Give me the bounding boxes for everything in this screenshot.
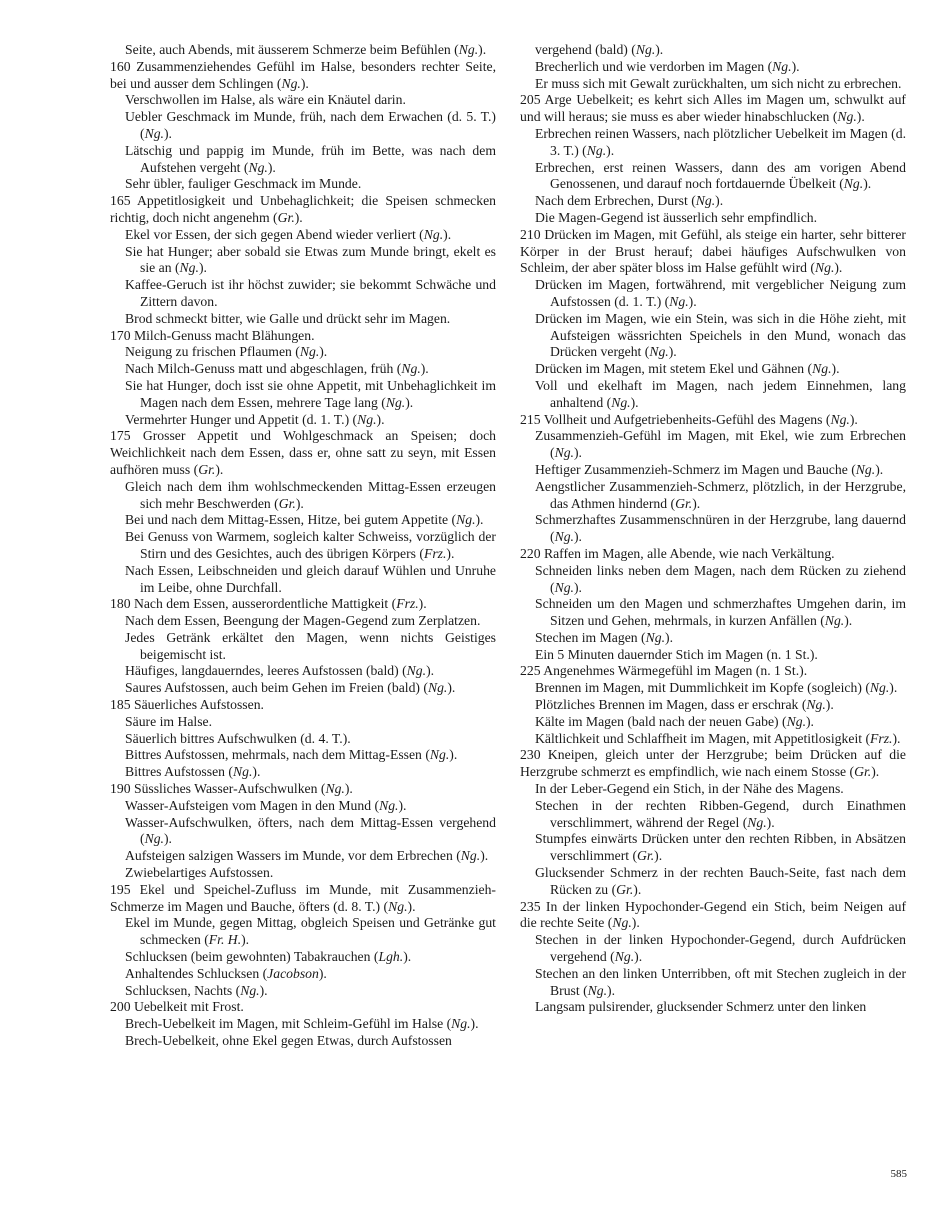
symptom-entry: Ekel im Munde, gegen Mittag, obgleich Speisen und Getränke gut schmecken (Fr. H.). [125,915,496,948]
symptom-entry: Brod schmeckt bitter, wie Galle und drückt sehr im Magen. [125,310,451,326]
symptom-entry: Glucksender Schmerz in der rechten Bauch-Seite, fast nach dem Rücken zu (Gr.). [535,865,906,897]
symptom-entry: Stumpfes einwärts Drücken unter den rechten Ribben, in Absätzen verschlimmert (Gr.). [535,831,906,864]
symptom-entry: Ein 5 Minuten dauernder Stich im Magen (n. 1 St.). [535,646,818,662]
symptom-entry: 190 Süssliches Wasser-Aufschwulken (Ng.). [110,781,353,797]
symptom-entry: 160 Zusammenziehendes Gefühl im Halse, besonders rechter Seite, bei und ausser dem Schlingen (Ng.). [110,58,496,91]
symptom-entry: Saures Aufstossen, auch beim Gehen im Freien (bald) (Ng.). [125,680,456,696]
symptom-entry: Die Magen-Gegend ist äusserlich sehr empfindlich. [535,209,818,225]
symptom-entry: Stechen in der linken Hypochonder-Gegend, durch Aufdrücken vergehend (Ng.). [535,932,906,965]
symptom-entry: Heftiger Zusammenzieh-Schmerz im Magen und Bauche (Ng.). [535,461,884,477]
symptom-entry: Stechen im Magen (Ng.). [535,629,674,645]
symptom-entry: Neigung zu frischen Pflaumen (Ng.). [125,344,328,360]
symptom-entry: Zusammenzieh-Gefühl im Magen, mit Ekel, wie zum Erbrechen (Ng.). [535,428,906,461]
symptom-entry: Nach Essen, Leibschneiden und gleich darauf Wühlen und Unruhe im Leibe, ohne Durchfall. [125,562,496,595]
symptom-entry: Wasser-Aufschwulken, öfters, nach dem Mittag-Essen vergehend (Ng.). [125,814,496,847]
symptom-entry: Sehr übler, fauliger Geschmack im Munde. [125,176,362,192]
symptom-entry: In der Leber-Gegend ein Stich, in der Nähe des Magens. [535,781,844,797]
symptom-entry: Stechen an den linken Unterribben, oft mit Stechen zugleich in der Brust (Ng.). [535,965,906,998]
symptom-entry: Er muss sich mit Gewalt zurückhalten, um sich nicht zu erbrechen. [535,75,902,91]
symptom-entry: 205 Arge Uebelkeit; es kehrt sich Alles im Magen um, schwulkt auf und will heraus; sie muss es aber wieder hinabschlucken (Ng.). [520,92,906,125]
symptom-entry: 195 Ekel und Speichel-Zufluss im Munde, mit Zusammenzieh-Schmerze im Magen und Bauche, öfters (d. 8. T.) (Ng.). [110,881,496,914]
symptom-entry: Gleich nach dem ihm wohlschmeckenden Mittag-Essen erzeugen sich mehr Beschwerden (Gr.). [125,478,496,511]
symptom-entry: Kälte im Magen (bald nach der neuen Gabe) (Ng.). [535,713,814,729]
symptom-entry: Wasser-Aufsteigen vom Magen in den Mund (Ng.). [125,797,407,813]
symptom-entry: 180 Nach dem Essen, ausserordentliche Mattigkeit (Frz.). [110,596,427,612]
symptom-entry: Nach dem Essen, Beengung der Magen-Gegend zum Zerplatzen. [125,613,481,629]
symptom-entry: Erbrechen reinen Wassers, nach plötzlicher Uebelkeit im Magen (d. 3. T.) (Ng.). [535,125,906,158]
symptom-entry: Schneiden links neben dem Magen, nach dem Rücken zu ziehend (Ng.). [535,562,906,595]
page-number: 585 [890,1168,907,1180]
symptom-entry: vergehend (bald) (Ng.). [535,42,664,57]
symptom-entry: Anhaltendes Schlucksen (Jacobson). [125,965,327,981]
symptom-entry: Stechen in der rechten Ribben-Gegend, durch Einathmen verschlimmert, während der Regel (Ng.). [535,797,906,830]
symptom-entry: Bei Genuss von Warmem, sogleich kalter Schweiss, vorzüglich der Stirn und des Gesichtes, auch des übrigen Körpers (Frz.). [125,529,496,561]
symptom-entry: Verschwollen im Halse, als wäre ein Knäutel darin. [125,92,406,108]
symptom-entry: 175 Grosser Appetit und Wohlgeschmack an Speisen; doch Weichlichkeit nach dem Essen, dass er, ohne satt zu seyn, mit Essen aufhören muss (Gr.). [110,428,496,477]
symptom-entry: Kaffee-Geruch ist ihr höchst zuwider; sie bekommt Schwäche und Zittern davon. [125,277,496,309]
symptom-entry: Drücken im Magen, fortwährend, mit vergeblicher Neigung zum Aufstossen (d. 1. T.) (Ng.). [535,277,906,309]
symptom-entry: Sie hat Hunger; aber sobald sie Etwas zum Munde bringt, ekelt es sie an (Ng.). [125,243,496,276]
symptom-entry: 230 Kneipen, gleich unter der Herzgrube; beim Drücken auf die Herzgrube schmerzt es empfindlich, wie nach einem Stosse (Gr.). [520,747,906,780]
symptom-entry: Sie hat Hunger, doch isst sie ohne Appetit, mit Unbehaglichkeit im Magen nach dem Essen, mehrere Tage lang (Ng.). [125,377,496,410]
symptom-entry: 235 In der linken Hypochonder-Gegend ein Stich, beim Neigen auf die rechte Seite (Ng.). [520,898,906,931]
symptom-entry: Brennen im Magen, mit Dummlichkeit im Kopfe (sogleich) (Ng.). [535,680,898,696]
symptom-entry: Langsam pulsirender, glucksender Schmerz unter den linken [535,999,867,1015]
symptom-entry: Häufiges, langdauerndes, leeres Aufstossen (bald) (Ng.). [125,663,435,679]
symptom-entry: Bei und nach dem Mittag-Essen, Hitze, bei gutem Appetite (Ng.). [125,512,484,528]
symptom-entry: Seite, auch Abends, mit äusserem Schmerze beim Befühlen (Ng.). [125,42,487,57]
symptom-entry: 170 Milch-Genuss macht Blähungen. [110,327,315,343]
symptom-entry: Aufsteigen salzigen Wassers im Munde, vor dem Erbrechen (Ng.). [125,848,489,864]
symptom-entry: Brech-Uebelkeit, ohne Ekel gegen Etwas, durch Aufstossen [125,1033,452,1049]
symptom-entry: Kältlichkeit und Schlaffheit im Magen, mit Appetitlosigkeit (Frz.). [535,730,901,746]
symptom-entry: Voll und ekelhaft im Magen, nach jedem Einnehmen, lang anhaltend (Ng.). [535,377,906,410]
symptom-entry: Nach dem Erbrechen, Durst (Ng.). [535,193,724,209]
symptom-entry: Schneiden um den Magen und schmerzhaftes Umgehen darin, im Sitzen und Gehen, mehrmals, in kurzen Anfällen (Ng.). [535,596,906,629]
symptom-entry: Säuerlich bittres Aufschwulken (d. 4. T.). [125,730,351,746]
symptom-entry: Schlucksen, Nachts (Ng.). [125,982,268,998]
symptom-entry: 210 Drücken im Magen, mit Gefühl, als steige ein harter, sehr bitterer Körper in der Brust herauf; dabei häufiges Aufschwulken von Schleim, der aber später bloss im Halse gefühlt wird (Ng.). [520,226,906,276]
symptom-entry: Zwiebelartiges Aufstossen. [125,865,274,881]
symptom-entry: Schmerzhaftes Zusammenschnüren in der Herzgrube, lang dauernd (Ng.). [535,512,906,545]
symptom-entry: Säure im Halse. [125,713,213,729]
symptom-entry: Nach Milch-Genuss matt und abgeschlagen, früh (Ng.). [125,361,429,377]
symptom-entry: Ekel vor Essen, der sich gegen Abend wieder verliert (Ng.). [125,226,452,242]
right-column [520,42,906,1016]
symptom-entry: Plötzliches Brennen im Magen, dass er erschrak (Ng.). [535,697,834,713]
symptom-entry: Erbrechen, erst reinen Wassers, dann des am vorigen Abend Genossenen, und darauf noch fortdauernde Übelkeit (Ng.). [535,159,906,192]
symptom-entry: 185 Säuerliches Aufstossen. [110,697,264,713]
symptom-entry: Lätschig und pappig im Munde, früh im Bette, was nach dem Aufstehen vergeht (Ng.). [125,142,496,175]
symptom-entry: 165 Appetitlosigkeit und Unbehaglichkeit; die Speisen schmecken richtig, doch nicht angenehm (Gr.). [110,193,496,225]
symptom-entry: 220 Raffen im Magen, alle Abende, wie nach Verkältung. [520,545,835,561]
symptom-entry: Bittres Aufstossen (Ng.). [125,764,261,780]
symptom-entry: Schlucksen (beim gewohnten) Tabakrauchen (Lgh.). [125,949,412,965]
symptom-entry: Brecherlich und wie verdorben im Magen (Ng.). [535,58,800,74]
symptom-entry: Vermehrter Hunger und Appetit (d. 1. T.) (Ng.). [125,411,385,427]
symptom-entry: 200 Uebelkeit mit Frost. [110,999,244,1015]
left-column [110,42,496,1050]
symptom-entry: Jedes Getränk erkältet den Magen, wenn nichts Geistiges beigemischt ist. [125,629,496,662]
symptom-entry: Brech-Uebelkeit im Magen, mit Schleim-Gefühl im Halse (Ng.). [125,1016,479,1032]
symptom-entry: 215 Vollheit und Aufgetriebenheits-Gefühl des Magens (Ng.). [520,411,858,427]
symptom-entry: Aengstlicher Zusammenzieh-Schmerz, plötzlich, in der Herzgrube, das Athmen hindernd (Gr.). [535,478,906,511]
symptom-entry: Drücken im Magen, wie ein Stein, was sich in die Höhe zieht, mit Aufsteigen wässrichten Speichels in den Mund, wonach das Drücken vergeht (Ng.). [535,310,906,360]
symptom-entry: Drücken im Magen, mit stetem Ekel und Gähnen (Ng.). [535,361,840,377]
symptom-entry: 225 Angenehmes Wärmegefühl im Magen (n. 1 St.). [520,663,808,679]
symptom-entry: Uebler Geschmack im Munde, früh, nach dem Erwachen (d. 5. T.) (Ng.). [125,109,496,141]
symptom-entry: Bittres Aufstossen, mehrmals, nach dem Mittag-Essen (Ng.). [125,747,458,763]
